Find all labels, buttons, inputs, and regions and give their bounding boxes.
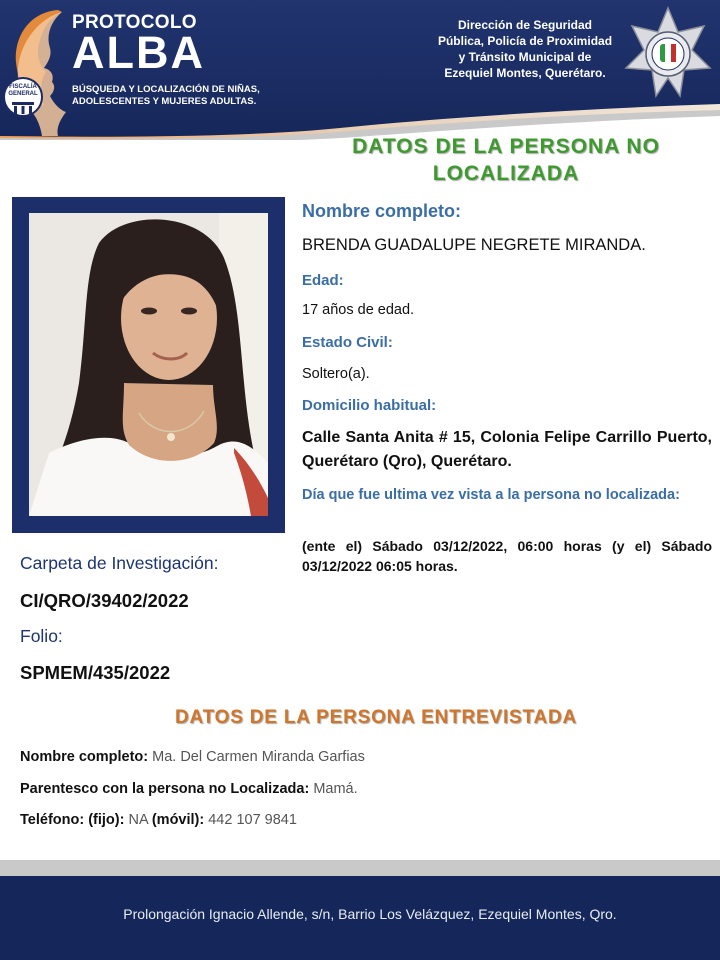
logo-subtitle: BÚSQUEDA Y LOCALIZACIÓN DE NIÑAS, ADOLESCENTES Y MUJERES ADULTAS. <box>72 84 260 107</box>
missing-person-photo <box>29 213 268 516</box>
logo-alba-text: ALBA <box>72 27 205 78</box>
interviewed-relation-label: Parentesco con la persona no Localizada: <box>20 781 310 797</box>
last-seen-label: Día que fue ultima vez vista a la persona no localizada: <box>302 487 680 503</box>
fiscalia-label: FISCALÍA GENERAL <box>8 84 38 97</box>
carpeta-value: CI/QRO/39402/2022 <box>20 590 189 611</box>
last-seen-value: (ente el) Sábado 03/12/2022, 06:00 horas (y el) Sábado 03/12/2022 06:05 horas. <box>302 538 712 574</box>
civil-status-label: Estado Civil: <box>302 334 393 351</box>
phone-fijo-value: NA <box>128 812 148 828</box>
fiscalia-seal-icon <box>3 72 43 122</box>
direccion-line: Pública, Policía de Proximidad <box>437 34 613 48</box>
police-badge-icon <box>622 6 714 98</box>
phone-movil-label: (móvil): <box>151 812 205 828</box>
phone-movil-value: 442 107 9841 <box>208 812 297 828</box>
direccion-seguridad <box>420 17 630 81</box>
folio-label: Folio: <box>20 626 63 646</box>
logo-protocolo-text: PROTOCOLO <box>72 12 197 33</box>
interviewed-relation-line <box>20 781 358 797</box>
direccion-line: Ezequiel Montes, Querétaro. <box>444 66 606 80</box>
header <box>0 0 720 140</box>
address-value: Calle Santa Anita # 15, Colonia Felipe Carrillo Puerto, Querétaro (Qro), Querétaro. <box>302 429 712 470</box>
folio-value: SPMEM/435/2022 <box>20 662 171 683</box>
footer-divider <box>0 860 720 876</box>
interviewed-name-label: Nombre completo: <box>20 749 149 765</box>
interviewed-name-value: Ma. Del Carmen Miranda Garfias <box>152 749 365 765</box>
interviewed-name-line <box>20 749 365 765</box>
direccion-line: Dirección de Seguridad <box>457 18 593 32</box>
carpeta-label: Carpeta de Investigación: <box>20 553 219 573</box>
interviewed-phone-line <box>20 812 297 828</box>
interviewed-relation-value: Mamá. <box>313 781 358 797</box>
section-title: DATOS DE LA PERSONA NO LOCALIZADA <box>352 135 660 185</box>
age-label: Edad: <box>302 272 344 289</box>
address-label: Domicilio habitual: <box>302 397 437 414</box>
civil-status-value: Soltero(a). <box>302 366 370 382</box>
direccion-line: y Tránsito Municipal de <box>458 50 592 64</box>
phone-label: Teléfono: (fijo): <box>20 812 125 828</box>
name-value: BRENDA GUADALUPE NEGRETE MIRANDA. <box>302 236 646 254</box>
photo-frame <box>12 197 285 533</box>
age-value: 17 años de edad. <box>302 302 415 318</box>
name-label: Nombre completo: <box>302 201 462 221</box>
interviewed-title: DATOS DE LA PERSONA ENTREVISTADA <box>174 707 578 728</box>
footer <box>0 876 720 960</box>
footer-address: Prolongación Ignacio Allende, s/n, Barrio Los Velázquez, Ezequiel Montes, Qro. <box>123 906 617 922</box>
